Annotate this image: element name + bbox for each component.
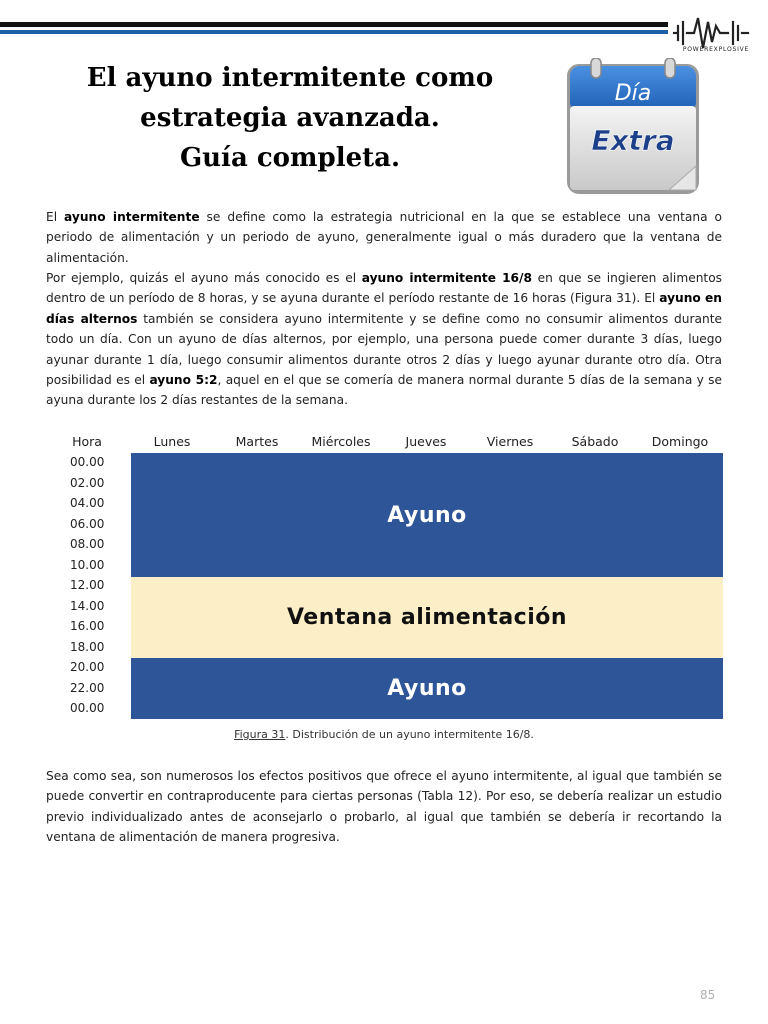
fasting-band [131,453,723,577]
header-rule-black [0,22,668,27]
fasting-band [131,658,723,719]
hour-label: 12.00 [70,578,105,592]
day-header: Lunes [153,434,191,449]
day-header: Domingo [651,434,709,449]
hour-label: 10.00 [70,558,105,572]
day-header: Miércoles [311,434,371,449]
header-rule-blue [0,30,668,34]
band-label: Ventana alimentación [286,605,568,630]
term-16-8: ayuno intermitente 16/8 [361,271,532,285]
paragraph-examples: Por ejemplo, quizás el ayuno más conocido es el ayuno intermitente 16/8 en que se ingieren alimentos dentro de un período de 8 horas, y se ayuna durante el período restante de 16 horas (Figura 31). El ayuno en días alternos también se considera ayuno intermitente y se define como no consumir alimentos durante todo un día. Con un ayuno de días alternos, por ejemplo, una persona puede comer durante 3 días, luego ayunar durante 1 día, luego consumir alimentos durante otros 2 días y luego ayunar durante otro día. Otra posibilidad es el ayuno 5:2, aquel en el que se comería de manera normal durante 5 días de la semana y se ayuna durante los 2 días restantes de la semana. [46,271,723,408]
badge-top-text: Día [614,81,652,106]
figure-caption: Figura 31. Distribución de un ayuno intermitente 16/8. [234,728,534,741]
hour-label: 08.00 [70,537,105,551]
hour-label: 02.00 [70,476,105,490]
page-number: 85 [700,988,716,1002]
hour-label: 14.00 [70,599,105,613]
day-header: Jueves [405,434,447,449]
term-ayuno-intermitente: ayuno intermitente [64,210,200,224]
hour-label: 04.00 [70,496,105,510]
paragraph-definition: El ayuno intermitente se define como la estrategia nutricional en la que se establece una ventana o periodo de alimentación y un periodo de ayuno, generalmente igual o más duradero que la ventana de alimentación. [46,210,722,265]
hour-label: 16.00 [70,619,105,633]
term-dias-alternos: ayuno en días alternos [46,291,722,326]
title-line-2: estrategia avanzada. [140,103,440,133]
day-header: Sábado [571,434,619,449]
band-label: Ayuno [387,676,467,701]
hour-label: 06.00 [70,517,105,531]
badge-bottom-text: Extra [591,124,675,157]
day-header: Viernes [486,434,534,449]
page-title [60,58,520,178]
hour-label: 20.00 [70,660,105,674]
calendar-badge-icon [565,58,701,196]
hour-label: 00.00 [70,701,105,715]
paragraph-effects: Sea como sea, son numerosos los efectos positivos que ofrece el ayuno intermitente, al igual que también se puede convertir en contraproducente para ciertas personas (Tabla 12). Por eso, se debería realizar un estudio previo individualizado antes de aconsejarlo o probarlo, al igual que también se debería ir recortando la ventana de alimentación de manera progresiva. [46,769,722,845]
hour-label: 22.00 [70,681,105,695]
hour-header: Hora [72,434,102,449]
band-label: Ayuno [387,502,467,528]
figure-reference: Figura 31 [234,728,286,741]
eating-window-band [131,577,723,658]
logo-text: POWEREXPLOSIVE [682,46,750,53]
hour-label: 00.00 [70,455,105,469]
title-line-3: Guía completa. [179,143,401,173]
title-line-1: El ayuno intermitente como [86,63,494,93]
hour-label: 18.00 [70,640,105,654]
day-header: Martes [235,434,279,449]
term-5-2: ayuno 5:2 [149,373,218,388]
